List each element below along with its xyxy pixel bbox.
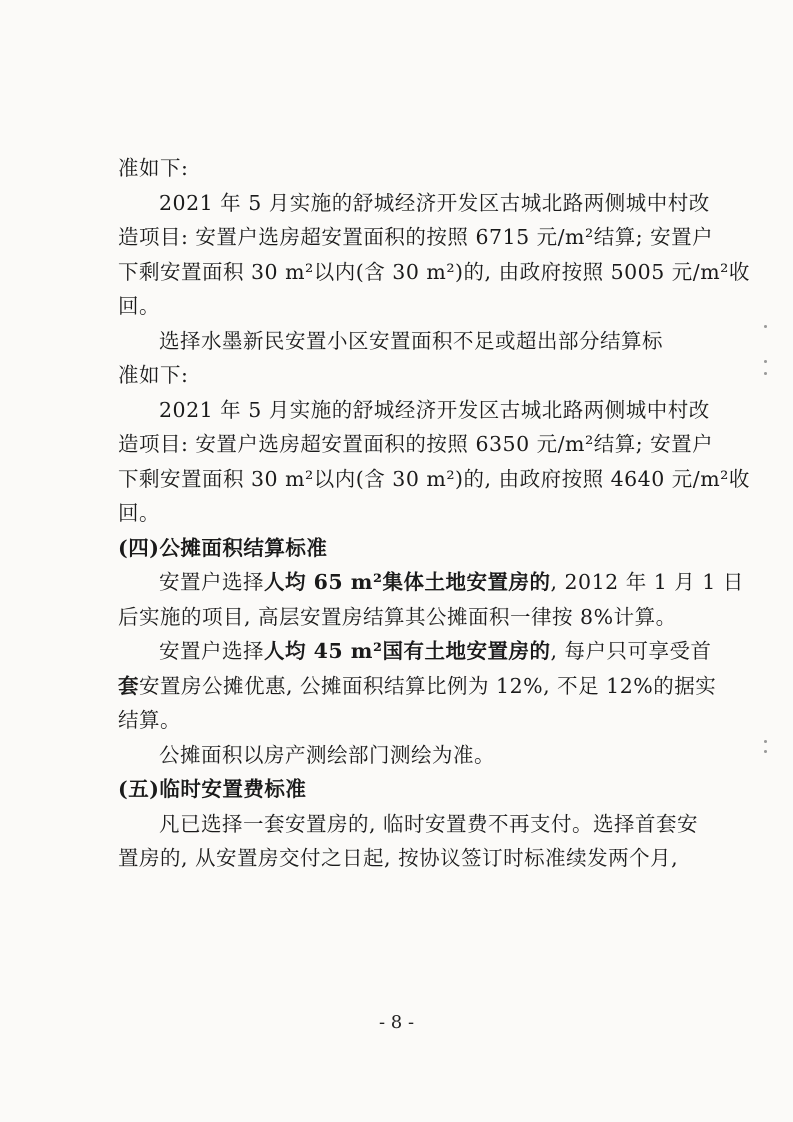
section-heading: (四)公摊面积结算标准 xyxy=(118,535,328,560)
scan-mark xyxy=(764,750,767,753)
text-line: 下剩安置面积 30 m²以内(含 30 m²)的, 由政府按照 4640 元/m²收 xyxy=(118,466,750,491)
scan-mark xyxy=(764,360,767,363)
text-line: 下剩安置面积 30 m²以内(含 30 m²)的, 由政府按照 5005 元/m²收 xyxy=(118,259,750,284)
text-line: 后实施的项目, 高层安置房结算其公摊面积一律按 8%计算。 xyxy=(118,604,677,629)
text-line: 2021 年 5 月实施的舒城经济开发区古城北路两侧城中村改 xyxy=(159,190,710,215)
bold-span: 套 xyxy=(118,673,139,698)
text-line: 选择水墨新民安置小区安置面积不足或超出部分结算标 xyxy=(159,328,663,353)
text-span: 安置房公摊优惠, 公摊面积结算比例为 12%, 不足 12%的据实 xyxy=(139,673,717,698)
text-line: 回。 xyxy=(118,501,160,525)
scan-mark xyxy=(764,325,767,328)
bold-span: 人均 65 m²集体土地安置房的 xyxy=(264,570,551,594)
bold-span: 人均 45 m²国有土地安置房的 xyxy=(264,639,551,663)
body-text xyxy=(118,151,750,876)
text-line: 准如下: xyxy=(118,156,189,180)
text-line: 结算。 xyxy=(118,708,181,732)
text-line: 造项目: 安置户选房超安置面积的按照 6350 元/m²结算; 安置户 xyxy=(118,432,714,456)
text-span: 安置户选择 xyxy=(159,570,264,594)
text-span: , 每户只可享受首 xyxy=(550,639,712,663)
text-line: 公摊面积以房产测绘部门测绘为准。 xyxy=(159,742,495,767)
text-line xyxy=(118,669,717,704)
text-span: , 2012 年 1 月 1 日 xyxy=(550,570,744,594)
text-line: 置房的, 从安置房交付之日起, 按协议签订时标准续发两个月, xyxy=(118,846,679,870)
text-span: 安置户选择 xyxy=(159,639,264,663)
section-heading: (五)临时安置费标准 xyxy=(118,777,307,801)
text-line: 回。 xyxy=(118,294,160,318)
scan-mark xyxy=(764,740,767,743)
text-line: 造项目: 安置户选房超安置面积的按照 6715 元/m²结算; 安置户 xyxy=(118,225,714,249)
page-number: - 8 - xyxy=(378,1012,415,1033)
text-line xyxy=(118,634,712,669)
text-line: 凡已选择一套安置房的, 临时安置费不再支付。选择首套安 xyxy=(159,811,699,836)
text-line xyxy=(118,565,744,600)
scan-mark xyxy=(764,372,767,375)
text-line: 2021 年 5 月实施的舒城经济开发区古城北路两侧城中村改 xyxy=(159,397,710,422)
text-line: 准如下: xyxy=(118,363,189,387)
